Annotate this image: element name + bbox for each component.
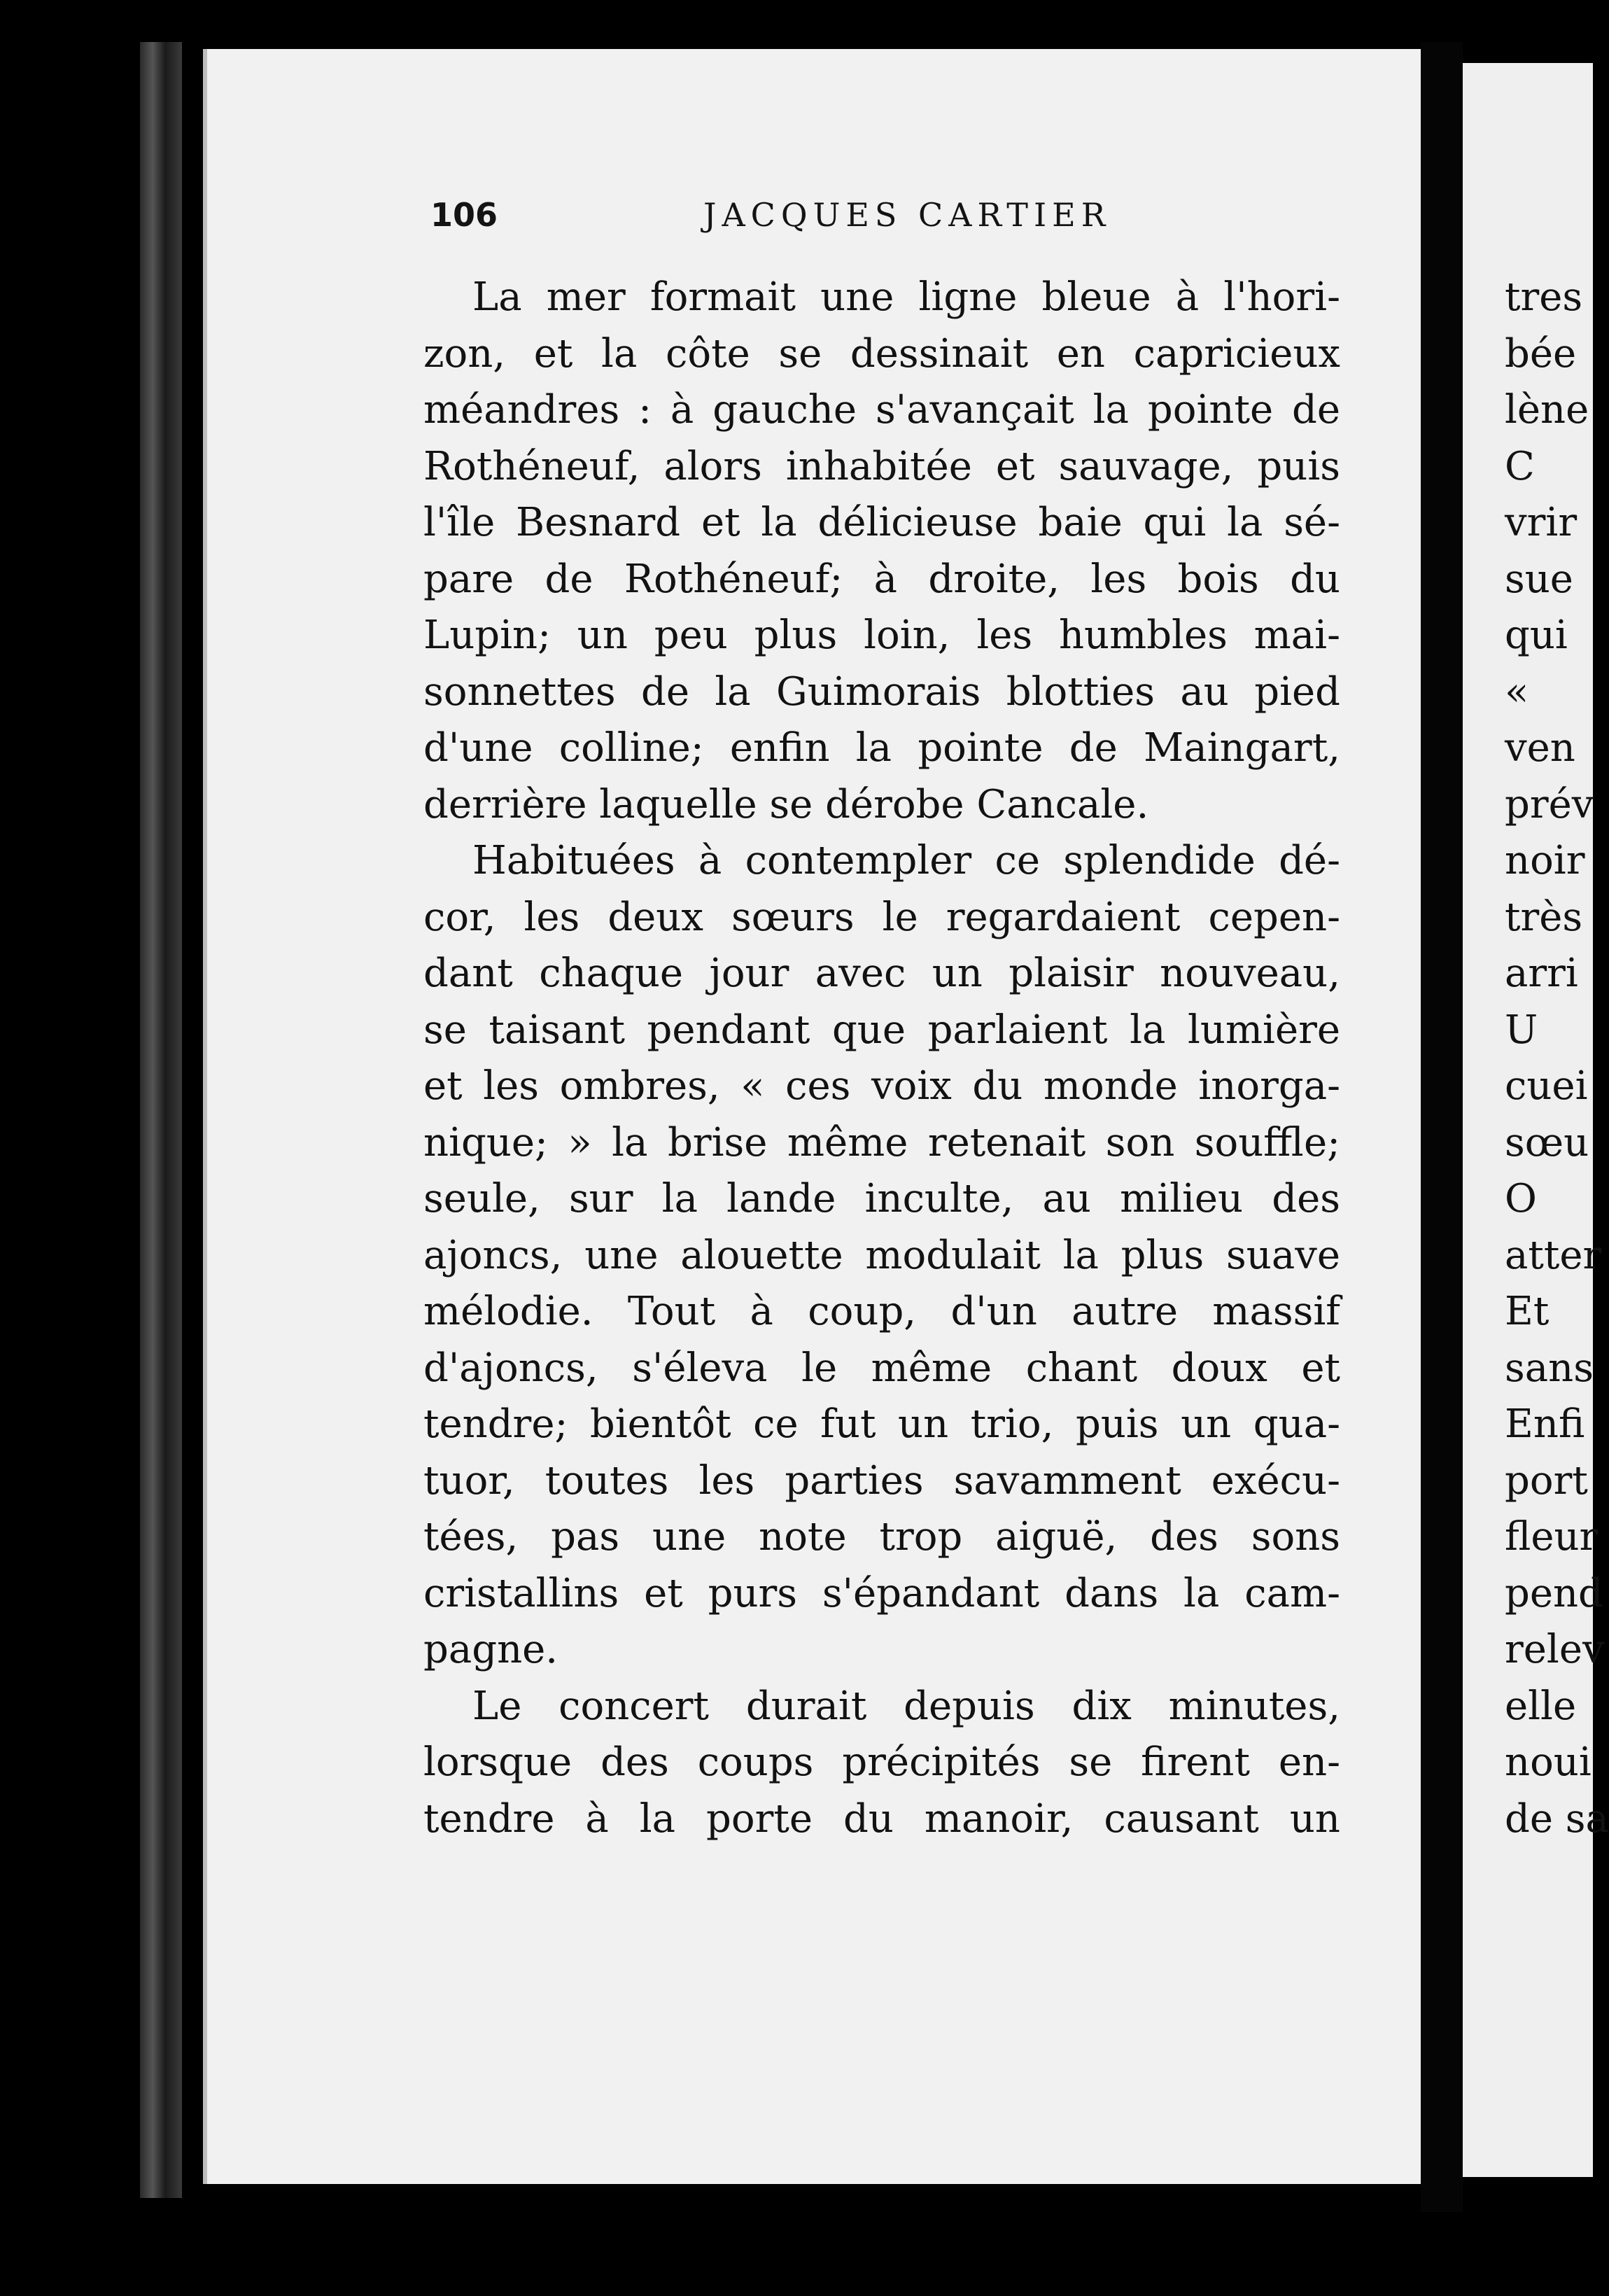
right-text-line: «: [1505, 668, 1529, 715]
text-line: cristallins et purs s'épandant dans la cam-: [423, 1570, 1340, 1616]
right-text-line: sœu: [1505, 1119, 1589, 1166]
text-line: d'une colline; enfin la pointe de Maingart,: [423, 725, 1340, 771]
text-line: seule, sur la lande inculte, au milieu des: [423, 1176, 1340, 1222]
right-text-line: atter: [1505, 1232, 1602, 1278]
right-text-line: de sa: [1505, 1795, 1609, 1842]
left-page-text: [423, 270, 1340, 1847]
right-text-line: elle: [1505, 1683, 1577, 1729]
text-line: pare de Rothéneuf; à droite, les bois du: [423, 556, 1340, 602]
right-text-line: sue: [1505, 556, 1573, 602]
page-gutter: [1421, 42, 1463, 2212]
text-line: d'ajoncs, s'éleva le même chant doux et: [423, 1345, 1340, 1391]
text-line: Le concert durait depuis dix minutes,: [472, 1683, 1340, 1729]
right-page-text: [1505, 270, 1609, 1847]
right-text-line: qui: [1505, 612, 1568, 658]
page-number: 106: [430, 196, 498, 234]
right-text-line: bée: [1505, 330, 1577, 377]
text-line: derrière laquelle se dérobe Cancale.: [423, 781, 1149, 827]
right-text-line: U: [1505, 1007, 1538, 1053]
text-line: et les ombres, « ces voix du monde inorga-: [423, 1063, 1340, 1109]
right-text-line: relev: [1505, 1627, 1605, 1672]
right-text-line: prév: [1505, 781, 1594, 827]
running-head: JACQUES CARTIER: [703, 196, 1111, 234]
right-text-line: noui: [1505, 1740, 1592, 1785]
text-line: Habituées à contempler ce splendide dé-: [472, 838, 1340, 883]
right-text-line: Enfi: [1505, 1401, 1585, 1447]
text-line: nique; » la brise même retenait son souffle;: [423, 1119, 1340, 1166]
text-line: mélodie. Tout à coup, d'un autre massif: [423, 1289, 1340, 1334]
text-line: l'île Besnard et la délicieuse baie qui la sé-: [423, 500, 1340, 545]
right-text-line: cuei: [1505, 1063, 1588, 1109]
text-line: pagne.: [423, 1627, 558, 1672]
right-text-line: pend: [1505, 1570, 1603, 1616]
text-line: zon, et la côte se dessinait en capricieux: [423, 330, 1340, 377]
text-line: tendre à la porte du manoir, causant un: [423, 1795, 1340, 1842]
text-line: ajoncs, une alouette modulait la plus suave: [423, 1232, 1340, 1278]
text-line: se taisant pendant que parlaient la lumière: [423, 1007, 1340, 1053]
text-line: tendre; bientôt ce fut un trio, puis un qua-: [423, 1401, 1340, 1447]
text-line: tées, pas une note trop aiguë, des sons: [423, 1514, 1340, 1560]
right-text-line: fleur: [1505, 1514, 1599, 1560]
page-header: [430, 196, 1340, 252]
text-line: sonnettes de la Guimorais blotties au pied: [423, 668, 1340, 715]
right-text-line: O: [1505, 1176, 1537, 1222]
text-line: méandres : à gauche s'avançait la pointe de: [423, 387, 1340, 433]
right-text-line: ven: [1505, 725, 1575, 771]
right-text-line: C: [1505, 443, 1535, 489]
right-text-line: noir: [1505, 838, 1585, 883]
book-spine: [140, 42, 182, 2198]
text-line: lorsque des coups précipités se firent en-: [423, 1740, 1340, 1785]
right-text-line: très: [1505, 894, 1583, 940]
text-line: Lupin; un peu plus loin, les humbles mai-: [423, 612, 1340, 658]
text-line: cor, les deux sœurs le regardaient cepen-: [423, 894, 1340, 940]
text-line: La mer formait une ligne bleue à l'hori-: [472, 274, 1340, 320]
right-text-line: lène: [1505, 387, 1589, 433]
right-text-line: port: [1505, 1457, 1588, 1504]
right-text-line: sans: [1505, 1345, 1594, 1391]
right-text-line: Et: [1505, 1289, 1550, 1334]
right-text-line: tres: [1505, 274, 1583, 320]
text-line: tuor, toutes les parties savamment exécu-: [423, 1457, 1340, 1504]
right-text-line: vrir: [1505, 500, 1578, 545]
right-text-line: arri: [1505, 951, 1578, 996]
text-line: dant chaque jour avec un plaisir nouveau,: [423, 951, 1340, 996]
text-line: Rothéneuf, alors inhabitée et sauvage, puis: [423, 443, 1340, 489]
